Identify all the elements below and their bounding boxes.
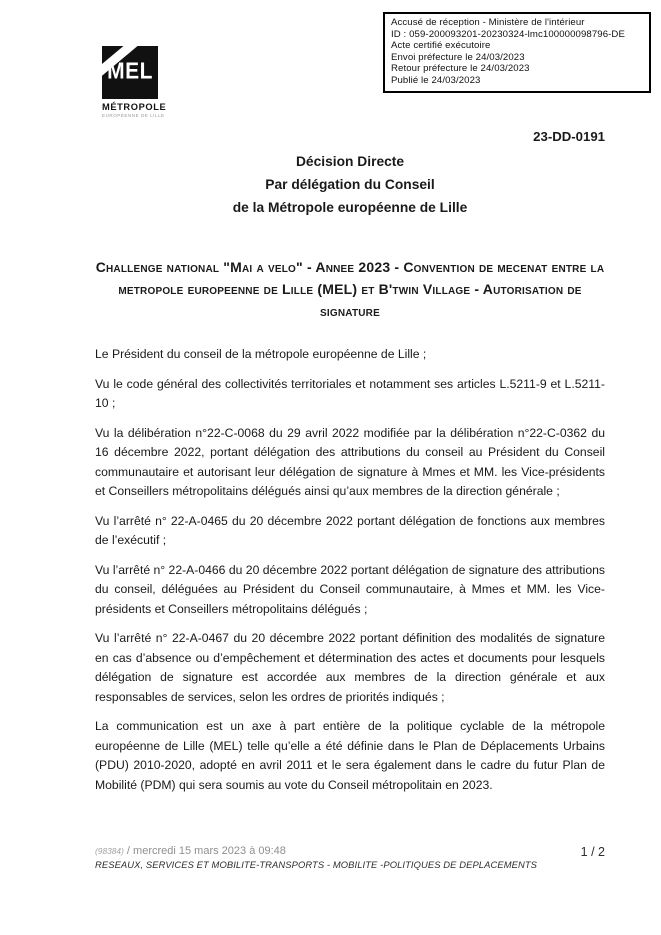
stamp-line: Retour préfecture le 24/03/2023 — [391, 63, 530, 75]
stamp-line: ID : 059-200093201-20230324-lmc100000098796-DE — [391, 28, 625, 40]
paragraph: La communication est un axe à part entière de la politique cyclable de la métropole européenne de Lille (MEL) telle qu’elle a été définie dans le Plan de Déplacements Urbains (PDU) 2010-2020, adopté en avril 2011 et le sera également dans le cadre du futur Plan de Mobilité (PDM) qui sera soumis au vote du Conseil métropolitain en 2023. — [95, 719, 605, 792]
paragraph: Vu l’arrêté n° 22-A-0467 du 20 décembre 2022 portant définition des modalités de signature en cas d’absence ou d’empêchement et détermination des actes et documents pour lesquels délégation de signature est accordée aux membres de la direction générale et aux responsables de services, selon les ordres de priorités indiqués ; — [95, 631, 605, 704]
stamp-line: Publié le 24/03/2023 — [391, 74, 481, 86]
reception-stamp — [383, 12, 651, 93]
logo-subtitle: EUROPÉENNE DE LILLE — [102, 113, 165, 118]
mel-logo-icon — [102, 46, 158, 99]
paragraph: Vu l’arrêté n° 22-A-0465 du 20 décembre 2022 portant délégation de fonctions aux membres de l’exécutif ; — [95, 513, 605, 547]
paragraph: Le Président du conseil de la métropole européenne de Lille ; — [95, 347, 427, 361]
paragraph: Vu la délibération n°22-C-0068 du 29 avril 2022 modifiée par la délibération n°22-C-0362 du 16 décembre 2022, portant délégation des attributions du conseil au Président du Conseil communautaire et autorisant leur délégation de signature à Mmes et MM. les Vice-présidents et Conseillers métropolitains délégués ainsi qu’aux membres de la direction générale ; — [95, 425, 605, 498]
mel-logo — [102, 46, 167, 118]
subject-heading: Challenge national "Mai a velo" - Annee 2023 - Convention de mecenat entre la metropole europeenne de Lille (MEL) et B'twin Village - Autorisation de signature — [95, 259, 605, 319]
document-content — [95, 129, 605, 795]
footer-ref: (98384) — [95, 846, 124, 856]
footer-category: RESEAUX, SERVICES ET MOBILITE-TRANSPORTS - MOBILITE -POLITIQUES DE DEPLACEMENTS — [95, 859, 538, 870]
stamp-line: Envoi préfecture le 24/03/2023 — [391, 51, 525, 63]
page-number: 1 / 2 — [580, 845, 605, 859]
document-title-line: Par délégation du Conseil — [265, 177, 435, 192]
page-footer — [95, 845, 605, 870]
logo-acronym: MEL — [107, 59, 153, 84]
stamp-line: Acte certifié exécutoire — [391, 40, 491, 52]
body-text — [95, 345, 605, 795]
logo-name: MÉTROPOLE — [102, 102, 167, 112]
paragraph: Vu l’arrêté n° 22-A-0466 du 20 décembre 2022 portant délégation de signature des attributions du conseil, déléguées au Président du Conseil communautaire, à Mmes et MM. les Vice-présidents et Conseillers métropolitains délégués ; — [95, 562, 605, 616]
stamp-line: Accusé de réception - Ministère de l'intérieur — [391, 17, 585, 28]
footer-date-line — [95, 845, 605, 858]
paragraph: Vu le code général des collectivités territoriales et notamment ses articles L.5211-9 et L.5211-10 ; — [95, 376, 605, 410]
document-number: 23-DD-0191 — [533, 129, 605, 144]
footer-date: / mercredi 15 mars 2023 à 09:48 — [123, 845, 286, 857]
document-title-line: de la Métropole européenne de Lille — [232, 200, 468, 215]
document-title-line: Décision Directe — [295, 154, 405, 169]
